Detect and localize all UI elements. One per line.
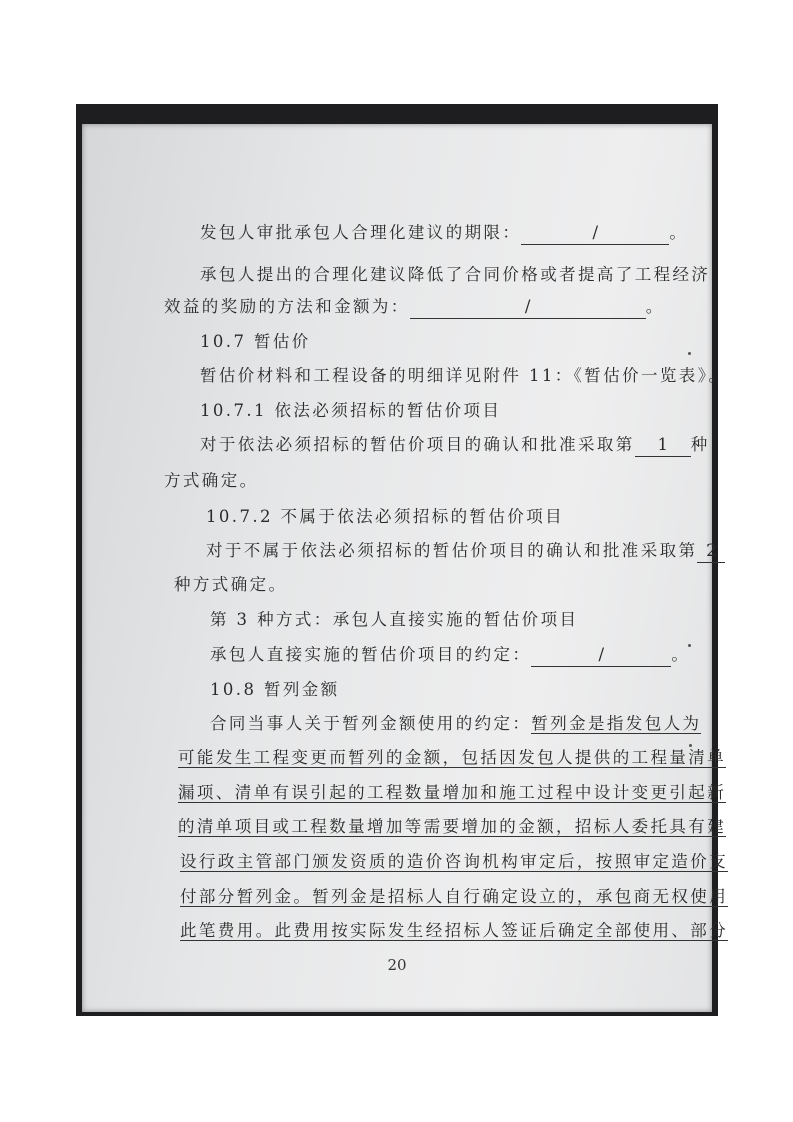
section-heading (200, 331, 311, 353)
approval-deadline-blank: / (521, 222, 669, 245)
underlined-text: 可能发生工程变更而暂列的金额，包括因发包人提供的工程量清单 (178, 748, 727, 767)
underlined-text: 暂列金是指发包人为 (531, 714, 702, 733)
text: 效益的奖励的方法和金额为： (164, 297, 410, 316)
text: 。 (671, 645, 691, 664)
reward-method-blank: / (410, 296, 646, 319)
text: 合同当事人关于暂列金额使用的约定： (210, 714, 532, 733)
text: 暂估价材料和工程设备的明细详见附件 11：《暂估价一览表》。 (200, 366, 728, 385)
underlined-text: 付部分暂列金。暂列金是招标人自行确定设立的，承包商无权使用 (180, 887, 729, 906)
non-tender-method-blank: 2 (697, 540, 725, 563)
margin-mark (688, 352, 691, 355)
direct-implementation-line (210, 644, 690, 667)
section-heading (210, 679, 340, 701)
text: 对于依法必须招标的暂估价项目的确认和批准采取第 (200, 435, 635, 454)
text: 方式确定。 (164, 471, 259, 490)
underlined-text: 的清单项目或工程数量增加等需要增加的金额，招标人委托具有建 (178, 817, 727, 836)
text: 发包人审批承包人合理化建议的期限： (200, 223, 522, 242)
text: 10.8 暂列金额 (210, 680, 340, 699)
provisional-sum-line (178, 816, 726, 838)
tender-method-line (200, 434, 710, 457)
underlined-text: 漏项、清单有误引起的工程数量增加和施工过程中设计变更引起新 (178, 783, 727, 802)
text: 。 (669, 223, 689, 242)
third-method-line (210, 609, 578, 631)
provisional-sum-line (180, 920, 728, 942)
provisional-sum-line (210, 713, 701, 735)
text: 种方式确定。 (174, 575, 288, 594)
provisional-sum-line (178, 782, 726, 804)
section-heading (206, 506, 564, 528)
provisional-sum-line (180, 851, 728, 873)
non-tender-method-line-cont (174, 574, 287, 596)
text: 承包人直接实施的暂估价项目的约定： (210, 645, 532, 664)
page-number: 20 (387, 956, 407, 974)
non-tender-method-line (206, 540, 725, 563)
text: 10.7.1 依法必须招标的暂估价项目 (200, 401, 502, 420)
provisional-price-detail-line (200, 365, 727, 387)
reward-clause-line (200, 264, 710, 286)
tender-method-blank: 1 (635, 434, 691, 457)
underlined-text: 此笔费用。此费用按实际发生经招标人签证后确定全部使用、部分 (180, 921, 729, 940)
direct-implementation-blank: / (531, 644, 671, 667)
text: 10.7.2 不属于依法必须招标的暂估价项目 (206, 507, 565, 526)
text: 10.7 暂估价 (200, 332, 311, 351)
text: 种 (690, 435, 710, 454)
approval-deadline-line (200, 222, 688, 245)
provisional-sum-line (180, 886, 728, 908)
text: 承包人提出的合理化建议降低了合同价格或者提高了工程经济 (200, 265, 711, 284)
underlined-text: 设行政主管部门颁发资质的造价咨询机构审定后，按照审定造价支 (180, 852, 729, 871)
tender-method-line-cont (164, 470, 259, 492)
section-heading (200, 400, 501, 422)
text: 。 (645, 297, 665, 316)
text: 第 3 种方式：承包人直接实施的暂估价项目 (210, 610, 579, 629)
provisional-sum-line (178, 747, 726, 769)
reward-method-line (164, 296, 665, 319)
text: 对于不属于依法必须招标的暂估价项目的确认和批准采取第 (206, 541, 698, 560)
document-page (82, 124, 729, 1012)
